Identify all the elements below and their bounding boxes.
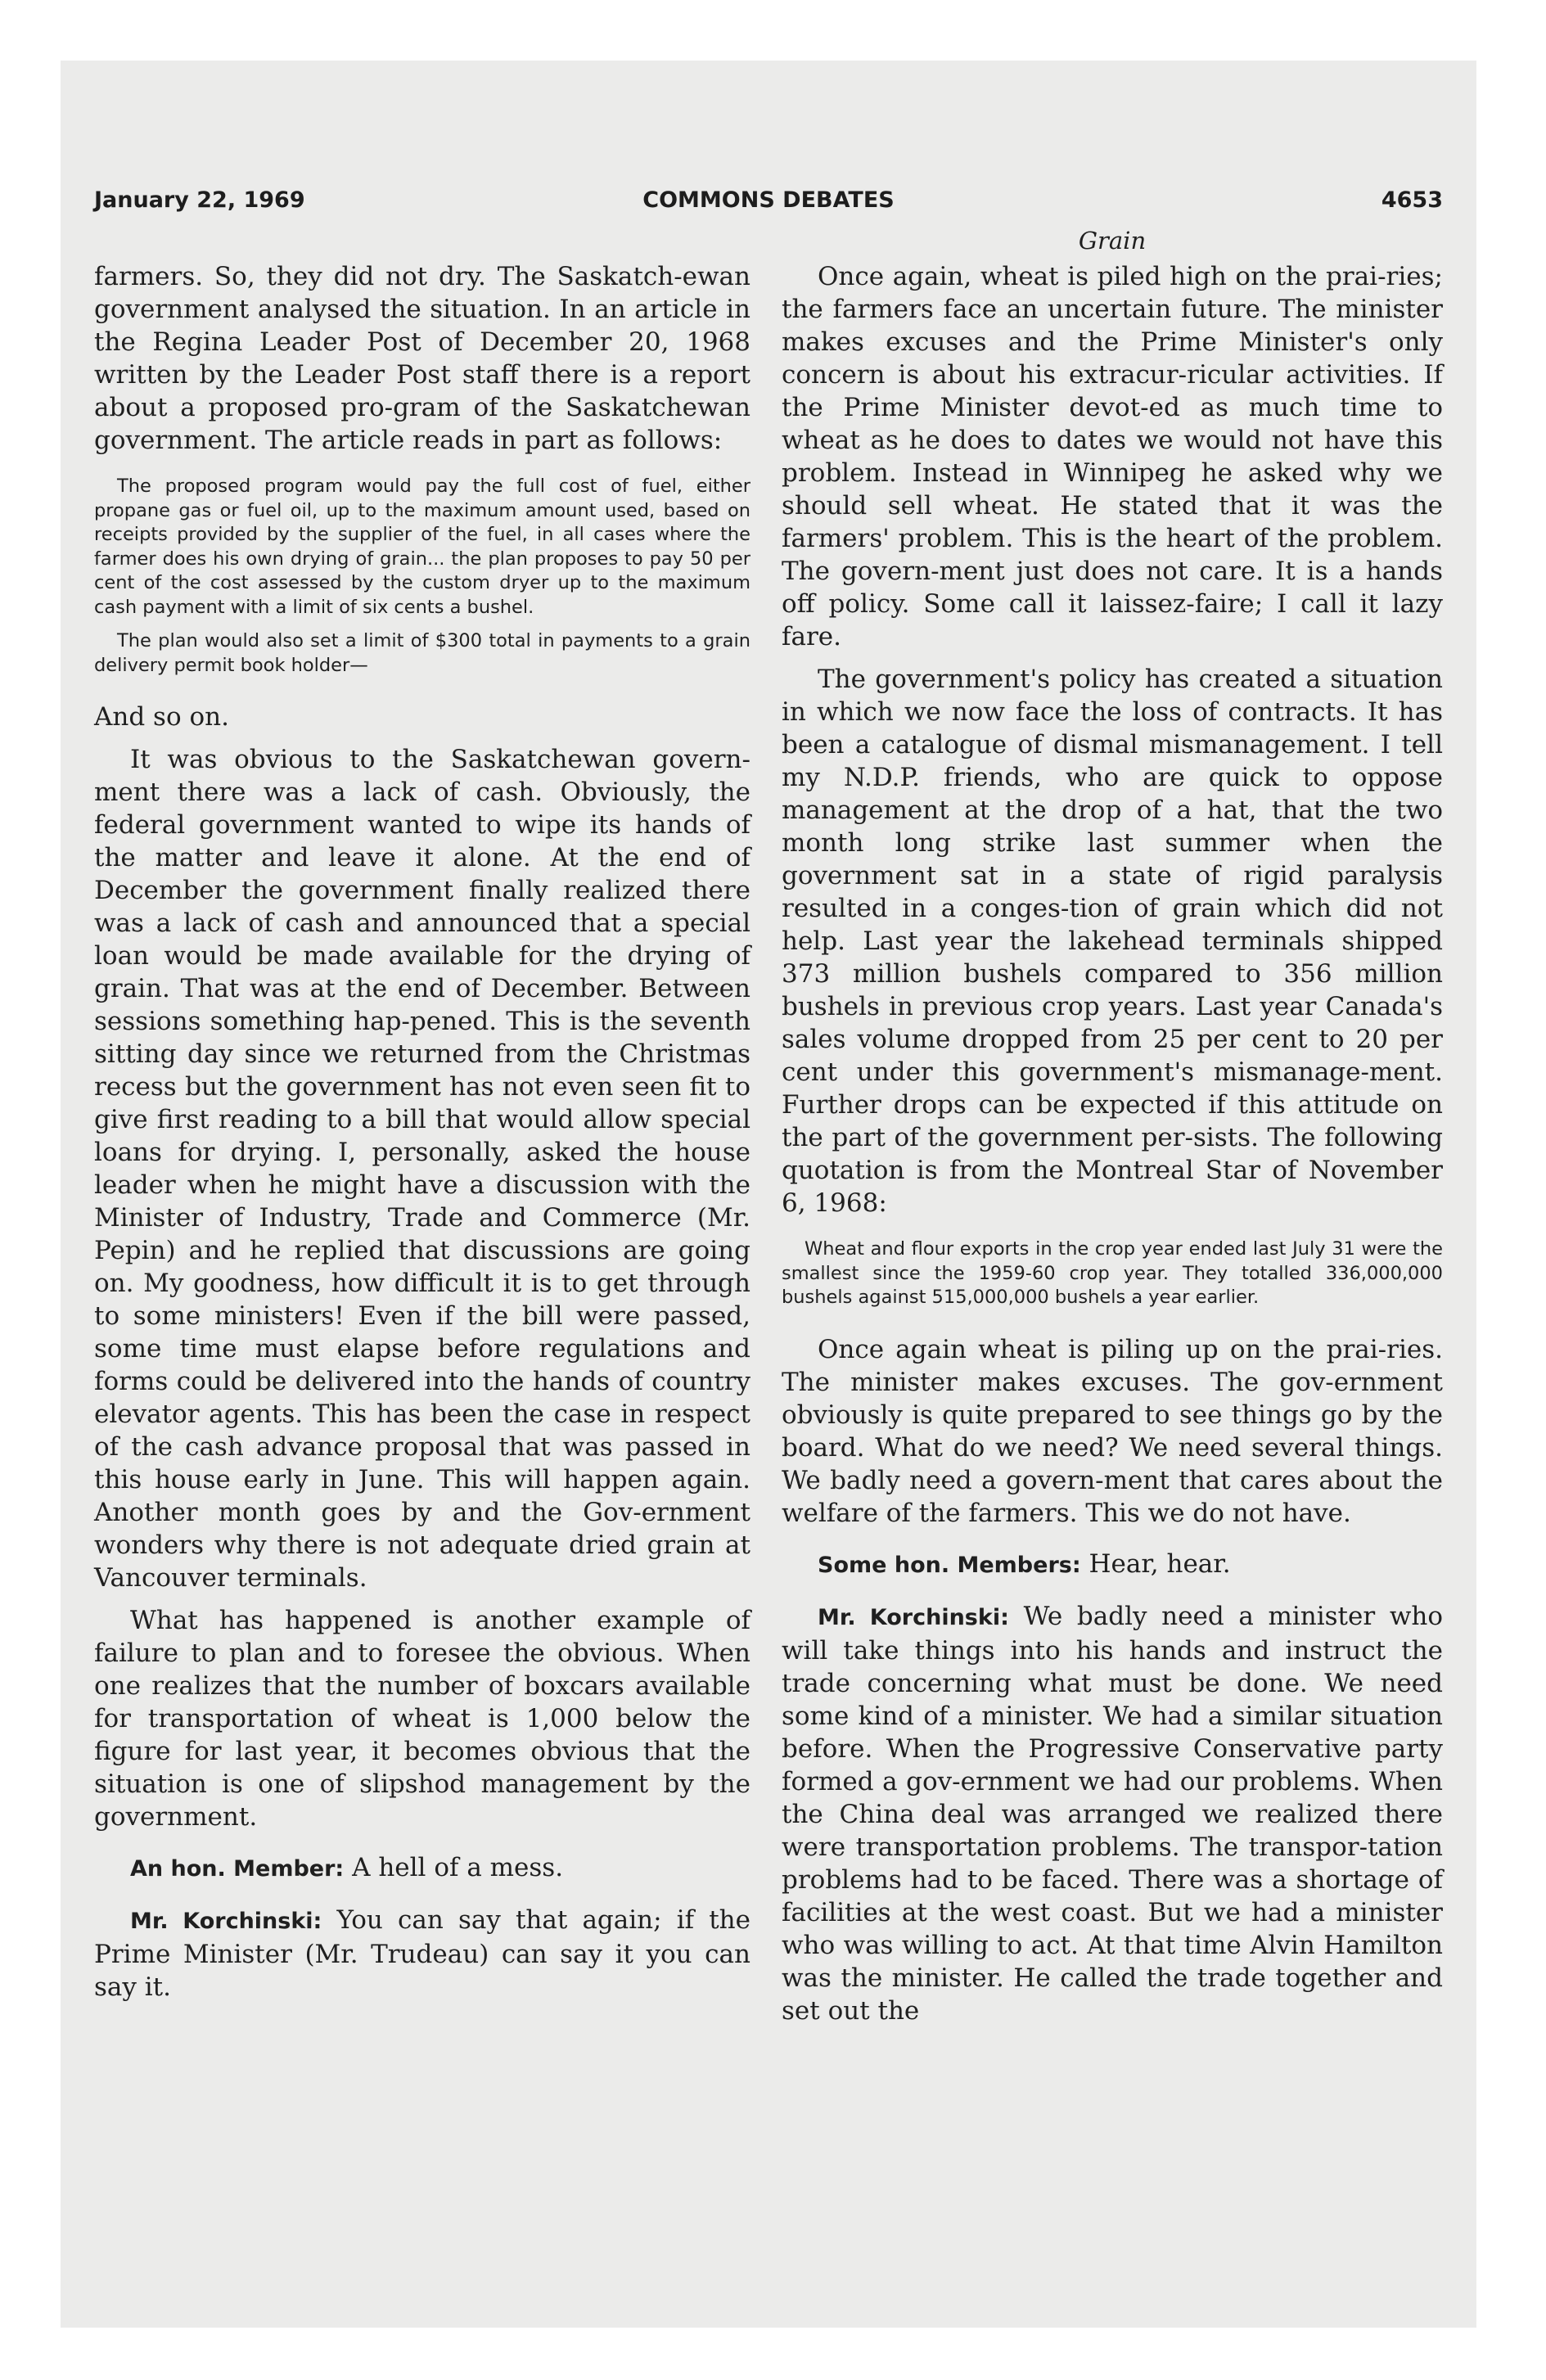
right-paragraph-1: Once again, wheat is piled high on the prai-ries; the farmers face an uncertain future. The minister makes excuses and the Prime Minister's only concern is about his extracur-ricular activities. If the Prime Minister devot-ed as much time to wheat as he does to dates we would not have this problem. Instead in Winnipeg he asked why we should sell wheat. He stated that it was the farmers' problem. This is the heart of the problem. The govern-ment just does not care. It is a hands off policy. Some call it laissez-faire; I call it lazy fare. bbox=[782, 262, 1443, 651]
speaker-label: Mr. Korchinski: bbox=[130, 1909, 322, 1934]
speech-text: We badly need a minister who will take things into his hands and instruct the trade concerning what must be done. We need some kind of a minister. We had a similar situation before. When the Progressive Conservative party formed a gov-ernment we had our problems. When the China deal was arranged we realized there were transportation problems. The transpor-tation problems had to be faced. There was a shortage of facilities at the west coast. But we had a minister who was willing to act. At that time Alvin Hamilton was the minister. He called the trade together and set out the bbox=[782, 1601, 1443, 2026]
page-number: 4653 bbox=[1381, 187, 1443, 213]
left-column bbox=[94, 260, 750, 2004]
right-quote-1: Wheat and flour exports in the crop year ended last July 31 were the smallest since the 1959-60 crop year. They totalled 336,000,000 bushels against 515,000,000 bushels a year earlier. bbox=[782, 1238, 1443, 1308]
speaker-label: An hon. Member: bbox=[130, 1856, 345, 1882]
right-paragraph-3: Once again wheat is piling up on the prai-ries. The minister makes excuses. The gov-ernment obviously is quite prepared to see things go by the board. What do we need? We need several things. We badly need a govern-ment that cares about the welfare of the farmers. This we do not have. bbox=[782, 1334, 1443, 1528]
speech-text: A hell of a mess. bbox=[352, 1853, 564, 1882]
right-paragraph-2: The government's policy has created a situation in which we now face the loss of contracts. It has been a catalogue of dismal mismanagement. I tell my N.D.P. friends, who are quick to oppose management at the drop of a hat, that the two month long strike last summer when the government sat in a state of rigid paralysis resulted in a conges-tion of grain which did not help. Last year the lakehead terminals shipped 373 million bushels compared to 356 million bushels in previous crop years. Last year Canada's sales volume dropped from 25 per cent to 20 per cent under this government's mismanage-ment. Further drops can be expected if this attitude on the part of the government per-sists. The following quotation is from the Montreal Star of November 6, 1968: bbox=[782, 665, 1443, 1218]
page-header bbox=[94, 187, 1443, 220]
section-subheading: Grain bbox=[1078, 227, 1147, 255]
header-title: COMMONS DEBATES bbox=[642, 187, 895, 213]
speaker-label: Some hon. Members: bbox=[818, 1552, 1081, 1578]
left-quote-2: The plan would also set a limit of $300 total in payments to a grain delivery permit book holder— bbox=[94, 630, 750, 676]
right-speech-2 bbox=[782, 1600, 1443, 2027]
right-speech-1 bbox=[782, 1548, 1443, 1582]
header-date: January 22, 1969 bbox=[94, 187, 305, 213]
right-column bbox=[782, 226, 1443, 2027]
left-paragraph-4: What has happened is another example of failure to plan and to foresee the obvious. When one realizes that the number of boxcars available for transportation of wheat is 1,000 below the figure for last year, it becomes obvious that the situation is one of slipshod management by the government. bbox=[94, 1606, 750, 1832]
speech-text: Hear, hear. bbox=[1089, 1548, 1231, 1579]
left-speech-2 bbox=[94, 1904, 750, 2004]
speaker-label: Mr. Korchinski: bbox=[818, 1604, 1009, 1630]
left-paragraph-1: farmers. So, they did not dry. The Saskatch-ewan government analysed the situation. In an article in the Regina Leader Post of December 20, 1968 written by the Leader Post staff there is a report about a proposed pro-gram of the Saskatchewan government. The article reads in part as follows: bbox=[94, 262, 750, 455]
left-paragraph-2: And so on. bbox=[94, 702, 229, 732]
left-paragraph-3: It was obvious to the Saskatchewan govern-ment there was a lack of cash. Obviously, the federal government wanted to wipe its hands of the matter and leave it alone. At the end of December the government finally realized there was a lack of cash and announced that a special loan would be made available for the drying of grain. That was at the end of December. Between sessions something hap-pened. This is the seventh sitting day since we returned from the Christmas recess but the government has not even seen fit to give first reading to a bill that would allow special loans for drying. I, personally, asked the house leader when he might have a discussion with the Minister of Industry, Trade and Commerce (Mr. Pepin) and he replied that discussions are going on. My goodness, how difficult it is to get through to some ministers! Even if the bill were passed, some time must elapse before regulations and forms could be delivered into the hands of country elevator agents. This has been the case in respect of the cash advance proposal that was passed in this house early in June. This will happen again. Another month goes by and the Gov-ernment wonders why there is not adequate dried grain at Vancouver terminals. bbox=[94, 745, 750, 1593]
left-speech-1 bbox=[94, 1851, 750, 1886]
speech-text: You can say that again; if the Prime Minister (Mr. Trudeau) can say it you can say it. bbox=[94, 1905, 750, 2002]
left-quote-1: The proposed program would pay the full cost of fuel, either propane gas or fuel oil, up to the maximum amount used, based on receipts provided by the supplier of the fuel, in all cases where the farmer does his own drying of grain... the plan proposes to pay 50 per cent of the cost assessed by the custom dryer up to the maximum cash payment with a limit of six cents a bushel. bbox=[94, 476, 750, 618]
